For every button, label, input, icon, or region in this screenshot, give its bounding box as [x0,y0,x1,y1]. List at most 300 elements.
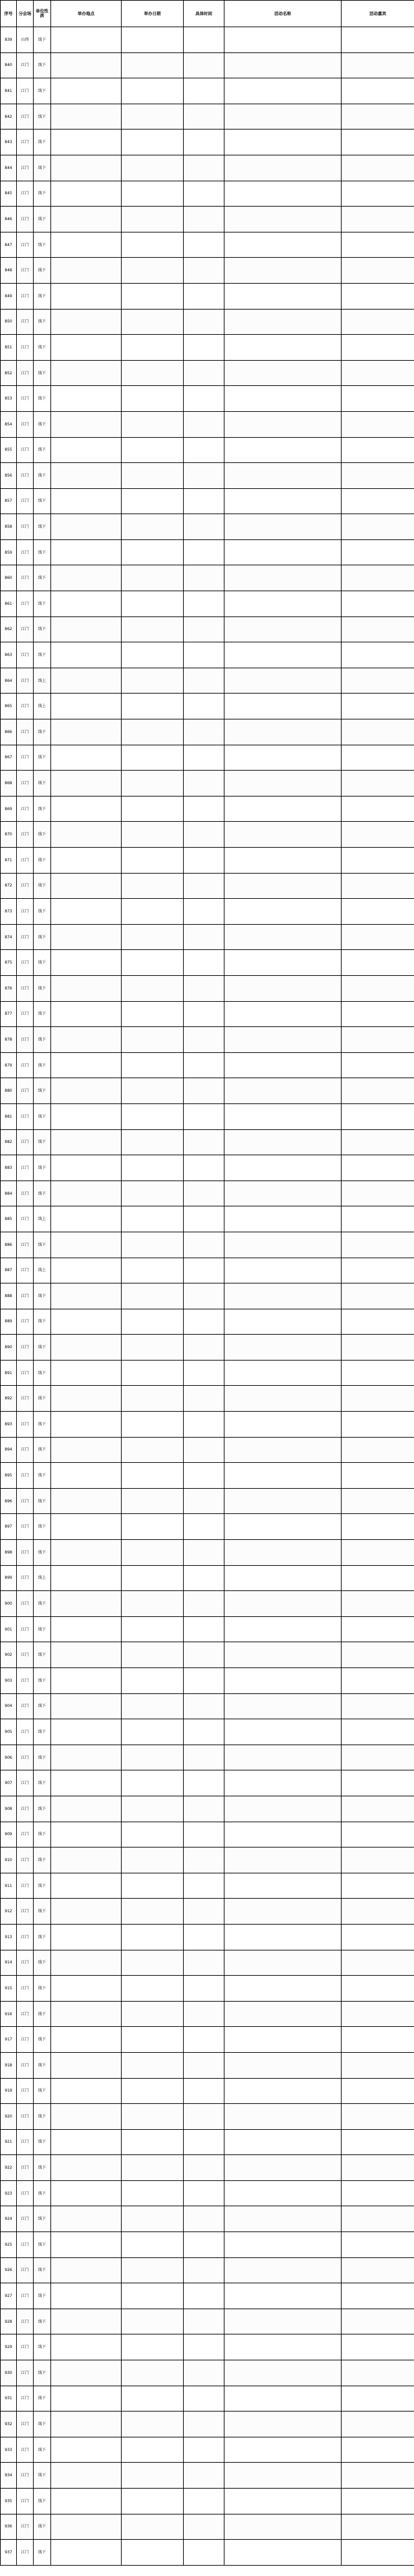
cell-addr [51,975,122,1001]
cell-addr [51,2412,122,2437]
cell-date [122,360,184,386]
cell-addr [51,2180,122,2206]
cell-no: 864 [1,668,17,694]
cell-name [224,1514,342,1540]
cell-area: 江门 [17,1052,34,1078]
table-row [1,52,414,78]
cell-prop: 线下 [34,27,51,53]
cell-guest [342,1103,414,1129]
cell-no: 897 [1,1514,17,1540]
cell-prop: 线下 [34,514,51,540]
cell-name [224,360,342,386]
cell-area: 江门 [17,130,34,155]
cell-name [224,642,342,668]
cell-addr [51,1463,122,1489]
header-guest: 活动嘉宾 [342,1,414,27]
cell-area: 江门 [17,1591,34,1617]
cell-no: 889 [1,1309,17,1335]
cell-addr [51,2489,122,2514]
cell-prop: 线下 [34,1488,51,1514]
cell-addr [51,1386,122,1412]
table-row [1,437,414,463]
cell-prop: 线下 [34,1155,51,1181]
cell-time [184,642,224,668]
cell-addr [51,130,122,155]
cell-addr [51,2283,122,2309]
table-row [1,1078,414,1104]
cell-date [122,1642,184,1668]
cell-date [122,1001,184,1027]
cell-area: 江门 [17,1232,34,1258]
cell-area: 江门 [17,2283,34,2309]
table-row [1,591,414,617]
cell-addr [51,1181,122,1206]
header-time: 具体时间 [184,1,224,27]
cell-area: 江门 [17,463,34,489]
cell-addr [51,1950,122,1976]
cell-guest [342,1027,414,1053]
cell-guest [342,1309,414,1335]
table-row [1,1873,414,1899]
cell-prop: 线下 [34,1335,51,1361]
cell-date [122,1412,184,1438]
table-row [1,386,414,412]
cell-name [224,1924,342,1950]
table-row [1,2104,414,2130]
cell-time [184,1540,224,1566]
cell-addr [51,668,122,694]
table-row [1,1335,414,1361]
table-row [1,2309,414,2334]
cell-addr [51,1232,122,1258]
cell-no: 879 [1,1052,17,1078]
table-row [1,360,414,386]
table-row [1,2078,414,2104]
cell-prop: 线下 [34,1283,51,1309]
cell-addr [51,283,122,309]
cell-guest [342,283,414,309]
cell-no: 839 [1,27,17,53]
cell-prop: 线上 [34,1206,51,1232]
cell-date [122,771,184,797]
cell-time [184,1642,224,1668]
cell-prop: 线下 [34,2129,51,2155]
cell-guest [342,1232,414,1258]
cell-date [122,1258,184,1283]
cell-no: 865 [1,694,17,719]
cell-addr [51,2437,122,2463]
cell-date [122,1899,184,1925]
cell-area: 江门 [17,2232,34,2258]
cell-time [184,2232,224,2258]
table-row [1,1514,414,1540]
cell-area: 江门 [17,283,34,309]
cell-date [122,924,184,950]
cell-name [224,1770,342,1796]
cell-no: 878 [1,1027,17,1053]
cell-date [122,335,184,361]
cell-area: 江门 [17,2309,34,2334]
cell-guest [342,2283,414,2309]
cell-name [224,1822,342,1847]
cell-name [224,207,342,232]
cell-date [122,1335,184,1361]
cell-prop: 线下 [34,1616,51,1642]
cell-addr [51,232,122,258]
cell-prop: 线下 [34,1668,51,1694]
cell-area: 江门 [17,1206,34,1232]
cell-date [122,258,184,284]
cell-no: 913 [1,1924,17,1950]
table-row [1,2489,414,2514]
cell-date [122,2104,184,2130]
cell-area: 江门 [17,360,34,386]
cell-guest [342,873,414,899]
cell-prop: 线下 [34,771,51,797]
cell-name [224,2437,342,2463]
table-row [1,1309,414,1335]
cell-area: 江门 [17,1360,34,1386]
cell-no: 936 [1,2514,17,2540]
cell-time [184,694,224,719]
cell-date [122,411,184,437]
cell-prop: 线上 [34,1565,51,1591]
cell-addr [51,1488,122,1514]
cell-area: 山西 [17,27,34,53]
cell-addr [51,1591,122,1617]
table-row [1,1437,414,1463]
cell-area: 江门 [17,565,34,591]
cell-time [184,1463,224,1489]
cell-prop: 线下 [34,1514,51,1540]
table-row [1,668,414,694]
cell-no: 933 [1,2437,17,2463]
cell-prop: 线下 [34,1822,51,1847]
cell-guest [342,1283,414,1309]
table-row [1,1745,414,1770]
cell-no: 905 [1,1719,17,1745]
cell-name [224,1540,342,1566]
cell-prop: 线下 [34,2001,51,2027]
table-row [1,1847,414,1873]
cell-name [224,2155,342,2181]
cell-guest [342,616,414,642]
table-row [1,2232,414,2258]
cell-guest [342,1565,414,1591]
cell-name [224,591,342,617]
cell-date [122,2180,184,2206]
cell-addr [51,1309,122,1335]
cell-no: 910 [1,1847,17,1873]
cell-time [184,2412,224,2437]
cell-area: 江门 [17,2412,34,2437]
table-row [1,1232,414,1258]
cell-prop: 线下 [34,488,51,514]
cell-guest [342,386,414,412]
cell-prop: 线下 [34,2309,51,2334]
cell-date [122,1616,184,1642]
cell-addr [51,1412,122,1438]
cell-no: 855 [1,437,17,463]
cell-name [224,1181,342,1206]
cell-time [184,1976,224,2002]
cell-guest [342,1668,414,1694]
cell-addr [51,1155,122,1181]
cell-guest [342,975,414,1001]
cell-prop: 线下 [34,1360,51,1386]
cell-no: 935 [1,2489,17,2514]
cell-addr [51,1027,122,1053]
cell-time [184,78,224,104]
cell-area: 江门 [17,1078,34,1104]
cell-date [122,975,184,1001]
cell-time [184,1360,224,1386]
cell-no: 902 [1,1642,17,1668]
cell-time [184,1027,224,1053]
cell-name [224,437,342,463]
cell-time [184,1488,224,1514]
cell-no: 875 [1,950,17,976]
table-row [1,1616,414,1642]
cell-prop: 线下 [34,1873,51,1899]
cell-prop: 线下 [34,1745,51,1770]
cell-date [122,1873,184,1899]
cell-no: 862 [1,616,17,642]
cell-prop: 线下 [34,924,51,950]
table-row [1,924,414,950]
cell-no: 853 [1,386,17,412]
cell-addr [51,2155,122,2181]
cell-guest [342,1847,414,1873]
cell-time [184,1924,224,1950]
cell-prop: 线下 [34,2489,51,2514]
cell-date [122,514,184,540]
cell-name [224,1976,342,2002]
cell-time [184,719,224,745]
cell-area: 江门 [17,2360,34,2386]
cell-date [122,2463,184,2489]
cell-guest [342,181,414,207]
table-row [1,130,414,155]
table-row [1,1899,414,1925]
cell-prop: 线下 [34,78,51,104]
cell-guest [342,335,414,361]
cell-time [184,848,224,874]
cell-prop: 线下 [34,207,51,232]
cell-area: 江门 [17,1822,34,1847]
cell-area: 江门 [17,1155,34,1181]
cell-name [224,258,342,284]
cell-no: 856 [1,463,17,489]
cell-date [122,1463,184,1489]
cell-date [122,463,184,489]
table-row [1,1822,414,1847]
cell-area: 江门 [17,796,34,822]
cell-guest [342,130,414,155]
cell-name [224,411,342,437]
cell-time [184,2180,224,2206]
cell-prop: 线下 [34,52,51,78]
cell-prop: 线下 [34,130,51,155]
cell-no: 920 [1,2104,17,2130]
cell-area: 江门 [17,1745,34,1770]
cell-area: 江门 [17,1796,34,1822]
cell-time [184,950,224,976]
cell-area: 江门 [17,1540,34,1566]
cell-prop: 线下 [34,745,51,771]
cell-area: 江门 [17,232,34,258]
cell-addr [51,719,122,745]
cell-prop: 线下 [34,1309,51,1335]
cell-date [122,2129,184,2155]
cell-no: 848 [1,258,17,284]
cell-area: 江门 [17,1616,34,1642]
cell-area: 江门 [17,2463,34,2489]
cell-no: 882 [1,1129,17,1155]
cell-guest [342,1155,414,1181]
cell-prop: 线下 [34,1027,51,1053]
cell-name [224,796,342,822]
table-row [1,1796,414,1822]
cell-time [184,1412,224,1438]
cell-name [224,1232,342,1258]
cell-name [224,1335,342,1361]
cell-prop: 线下 [34,1052,51,1078]
cell-no: 874 [1,924,17,950]
cell-time [184,2489,224,2514]
cell-no: 930 [1,2360,17,2386]
cell-time [184,1514,224,1540]
cell-name [224,2180,342,2206]
cell-time [184,1668,224,1694]
cell-addr [51,1052,122,1078]
cell-prop: 线下 [34,899,51,925]
table-row [1,1258,414,1283]
cell-prop: 线下 [34,2052,51,2078]
cell-name [224,1796,342,1822]
cell-no: 869 [1,796,17,822]
cell-name [224,1899,342,1925]
cell-no: 868 [1,771,17,797]
cell-guest [342,771,414,797]
cell-area: 江门 [17,1976,34,2002]
cell-time [184,616,224,642]
cell-area: 江门 [17,1719,34,1745]
cell-name [224,1693,342,1719]
cell-date [122,2386,184,2412]
cell-name [224,104,342,130]
cell-prop: 线下 [34,616,51,642]
cell-no: 841 [1,78,17,104]
cell-name [224,1052,342,1078]
cell-area: 江门 [17,1001,34,1027]
table-row [1,1719,414,1745]
cell-name [224,1412,342,1438]
table-row [1,1463,414,1489]
cell-area: 江门 [17,1386,34,1412]
table-row [1,411,414,437]
cell-no: 845 [1,181,17,207]
cell-guest [342,2257,414,2283]
cell-time [184,2052,224,2078]
table-row [1,1027,414,1053]
header-prop: 单位性质 [34,1,51,27]
cell-name [224,771,342,797]
cell-no: 925 [1,2232,17,2258]
cell-time [184,1616,224,1642]
cell-time [184,207,224,232]
cell-prop: 线下 [34,1103,51,1129]
table-row [1,1386,414,1412]
cell-prop: 线下 [34,2206,51,2232]
cell-name [224,1873,342,1899]
cell-name [224,2309,342,2334]
cell-no: 896 [1,1488,17,1514]
cell-no: 903 [1,1668,17,1694]
cell-time [184,104,224,130]
table-row [1,2540,414,2566]
cell-area: 江门 [17,2206,34,2232]
cell-area: 江门 [17,2001,34,2027]
table-row [1,2514,414,2540]
cell-area: 江门 [17,2027,34,2053]
table-row [1,745,414,771]
cell-time [184,796,224,822]
cell-no: 846 [1,207,17,232]
table-row [1,1206,414,1232]
cell-time [184,591,224,617]
cell-time [184,2334,224,2360]
cell-guest [342,1796,414,1822]
cell-no: 922 [1,2155,17,2181]
cell-date [122,2257,184,2283]
cell-prop: 线下 [34,975,51,1001]
cell-no: 916 [1,2001,17,2027]
cell-time [184,1386,224,1412]
table-row [1,488,414,514]
cell-no: 898 [1,1540,17,1566]
cell-no: 907 [1,1770,17,1796]
cell-prop: 线下 [34,2027,51,2053]
cell-time [184,27,224,53]
cell-time [184,1565,224,1591]
table-row [1,539,414,565]
cell-area: 江门 [17,2155,34,2181]
cell-addr [51,2104,122,2130]
cell-addr [51,1873,122,1899]
cell-prop: 线下 [34,2514,51,2540]
cell-no: 881 [1,1103,17,1129]
cell-time [184,771,224,797]
cell-guest [342,1514,414,1540]
cell-area: 江门 [17,1668,34,1694]
cell-no: 861 [1,591,17,617]
cell-addr [51,1693,122,1719]
cell-date [122,1103,184,1129]
cell-date [122,1309,184,1335]
cell-date [122,1052,184,1078]
cell-name [224,1206,342,1232]
cell-guest [342,719,414,745]
cell-name [224,1745,342,1770]
cell-date [122,2514,184,2540]
cell-addr [51,771,122,797]
cell-guest [342,1719,414,1745]
cell-area: 江门 [17,411,34,437]
table-row [1,207,414,232]
cell-no: 934 [1,2463,17,2489]
cell-time [184,2155,224,2181]
